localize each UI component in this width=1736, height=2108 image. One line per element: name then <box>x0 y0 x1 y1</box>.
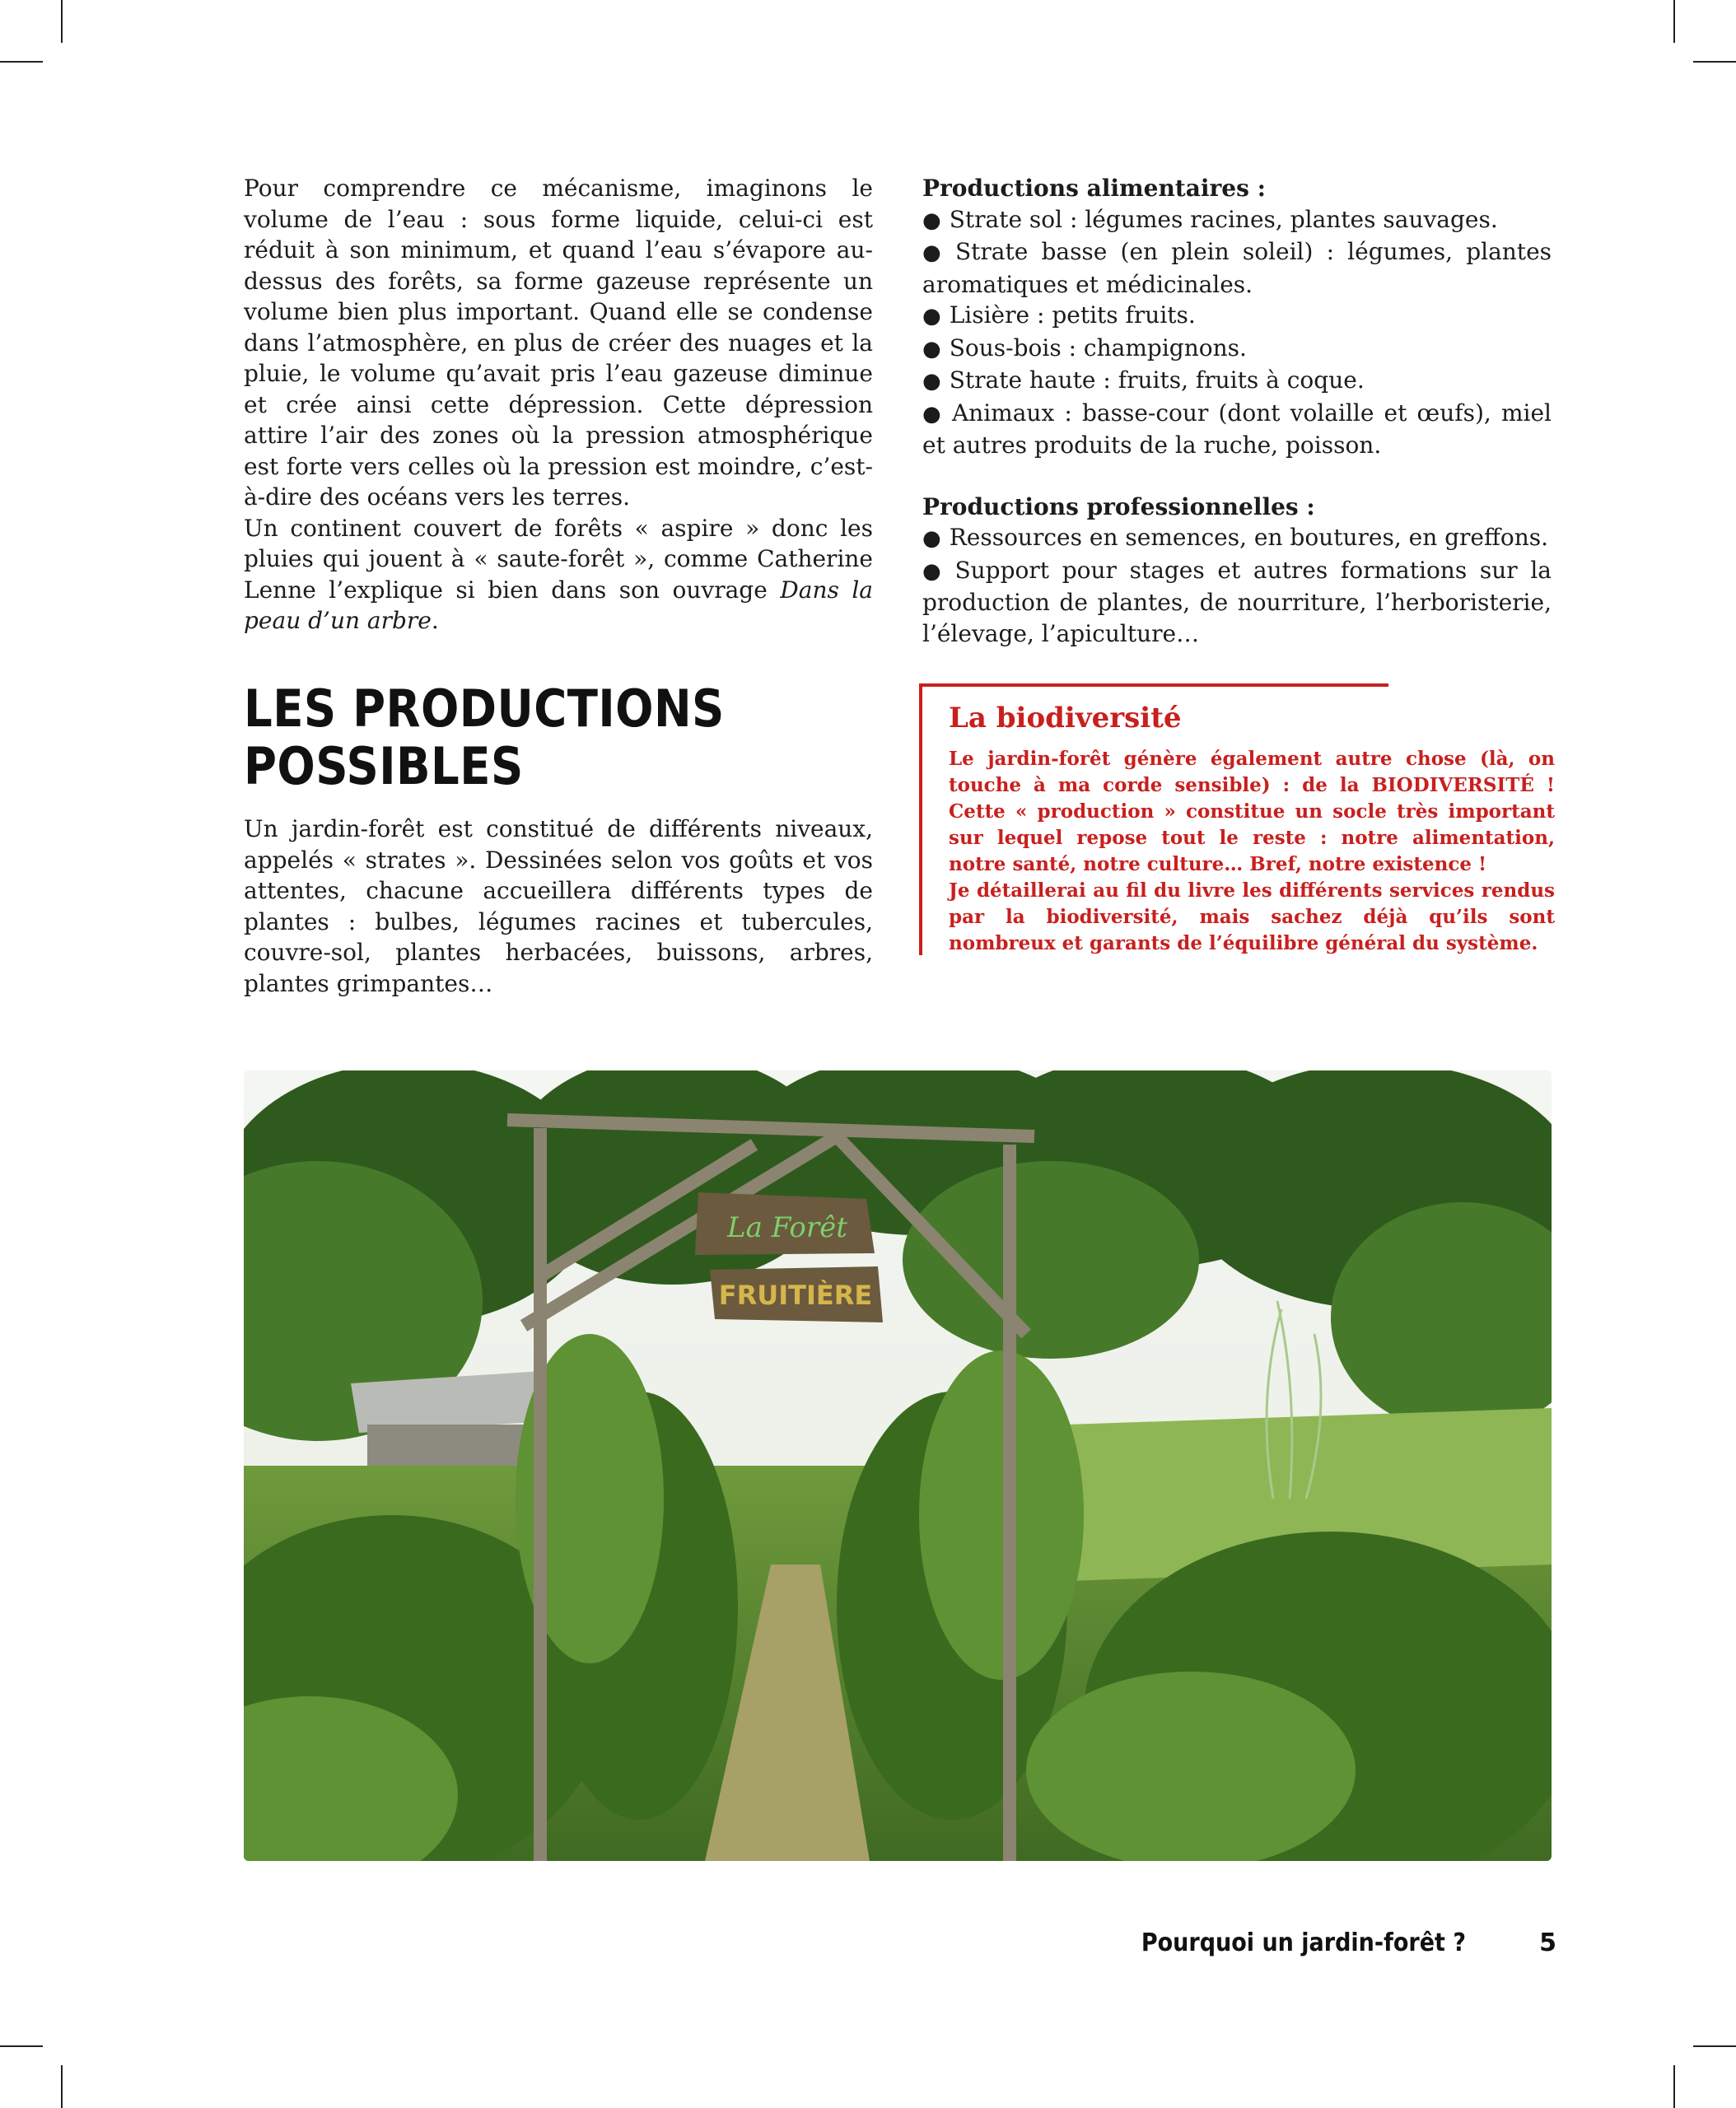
running-footer: Pourquoi un jardin-forêt ? <box>1141 1928 1466 1957</box>
list-item: ● Strate basse (en plein soleil) : légumes, plantes aromatiques et médicinales. <box>922 236 1552 300</box>
text-run: Un continent couvert de forêts « aspire » donc les pluies qui jouent à « saute-forêt », comme Catherine Lenne l’explique si bien dans son ouvrage <box>244 514 873 604</box>
sign-text: La Forêt <box>727 1211 847 1244</box>
crop-mark <box>61 0 63 43</box>
list-item: ● Sous-bois : champignons. <box>922 333 1552 366</box>
sign-text: FRUITIÈRE <box>718 1280 873 1311</box>
right-column <box>922 173 1552 649</box>
list-item: ● Strate haute : fruits, fruits à coque. <box>922 365 1552 398</box>
section-intro: Un jardin-forêt est constitué de différents niveaux, appelés « strates ». Dessinées selon vos goûts et vos attentes, chacune accueillera différents types de plantes : bulbes, légumes racines et tubercules, couvre-sol, plantes herbacées, buissons, arbres, plantes grimpantes… <box>244 815 873 997</box>
garden-illustration <box>244 1070 1552 1861</box>
pro-productions-heading: Productions professionnelles : <box>922 492 1315 520</box>
text-run: . <box>431 607 439 634</box>
crop-mark <box>1673 0 1675 43</box>
list-item: ● Animaux : basse-cour (dont volaille et œufs), miel et autres produits de la ruche, poisson. <box>922 398 1552 461</box>
crop-mark <box>1693 2045 1736 2047</box>
list-item: ● Lisière : petits fruits. <box>922 300 1552 333</box>
biodiversity-box <box>919 683 1555 955</box>
box-rule <box>922 683 1388 687</box>
crop-mark <box>1693 61 1736 63</box>
title-line: LES PRODUCTIONS <box>244 679 725 739</box>
list-item: ● Ressources en semences, en boutures, en greffons. <box>922 522 1552 555</box>
pro-productions-list <box>922 522 1552 649</box>
biodiversity-paragraph: Le jardin-forêt génère également autre chose (là, on touche à ma corde sensible) : de la BIODIVERSITÉ ! Cette « production » constitue un socle très important sur lequel repose tout le reste : notre alimentation, notre santé, notre culture… Bref, notre existence ! <box>949 748 1555 875</box>
crop-mark <box>61 2065 63 2108</box>
body-paragraph <box>244 513 873 637</box>
food-productions-heading: Productions alimentaires : <box>922 175 1266 202</box>
page-number: 5 <box>1539 1928 1556 1957</box>
body-paragraph: Pour comprendre ce mécanisme, imaginons le volume de l’eau : sous forme liquide, celui-ci est réduit à son minimum, et quand l’eau s’évapore au-dessus des forêts, sa forme gazeuse représente un volume bien plus important. Quand elle se condense dans l’atmosphère, en plus de créer des nuages et la pluie, le volume qu’avait pris l’eau gazeuse diminue et crée ainsi cette dépression. Cette dépression attire l’air des zones où la pression atmosphérique est forte vers celles où la pression est moindre, c’est-à-dire des océans vers les terres. <box>244 175 873 511</box>
biodiversity-body <box>949 746 1555 957</box>
crop-mark <box>0 2045 43 2047</box>
crop-mark <box>0 61 43 63</box>
garden-photo <box>244 1070 1552 1861</box>
crop-mark <box>1673 2065 1675 2108</box>
list-item: ● Support pour stages et autres formations sur la production de plantes, de nourriture, l’herboristerie, l’élevage, l’apiculture… <box>922 555 1552 650</box>
biodiversity-title: La biodiversité <box>949 702 1182 735</box>
biodiversity-paragraph: Je détaillerai au fil du livre les différents services rendus par la biodiversité, mais sachez déjà qu’ils sont nombreux et garants de l’équilibre général du système. <box>949 879 1555 954</box>
food-productions-list <box>922 204 1552 461</box>
book-title: Dans la peau d’un arbre <box>244 576 873 634</box>
list-item: ● Strate sol : légumes racines, plantes sauvages. <box>922 204 1552 237</box>
section-title <box>244 680 795 795</box>
left-column <box>244 173 873 637</box>
title-line: POSSIBLES <box>244 736 524 796</box>
